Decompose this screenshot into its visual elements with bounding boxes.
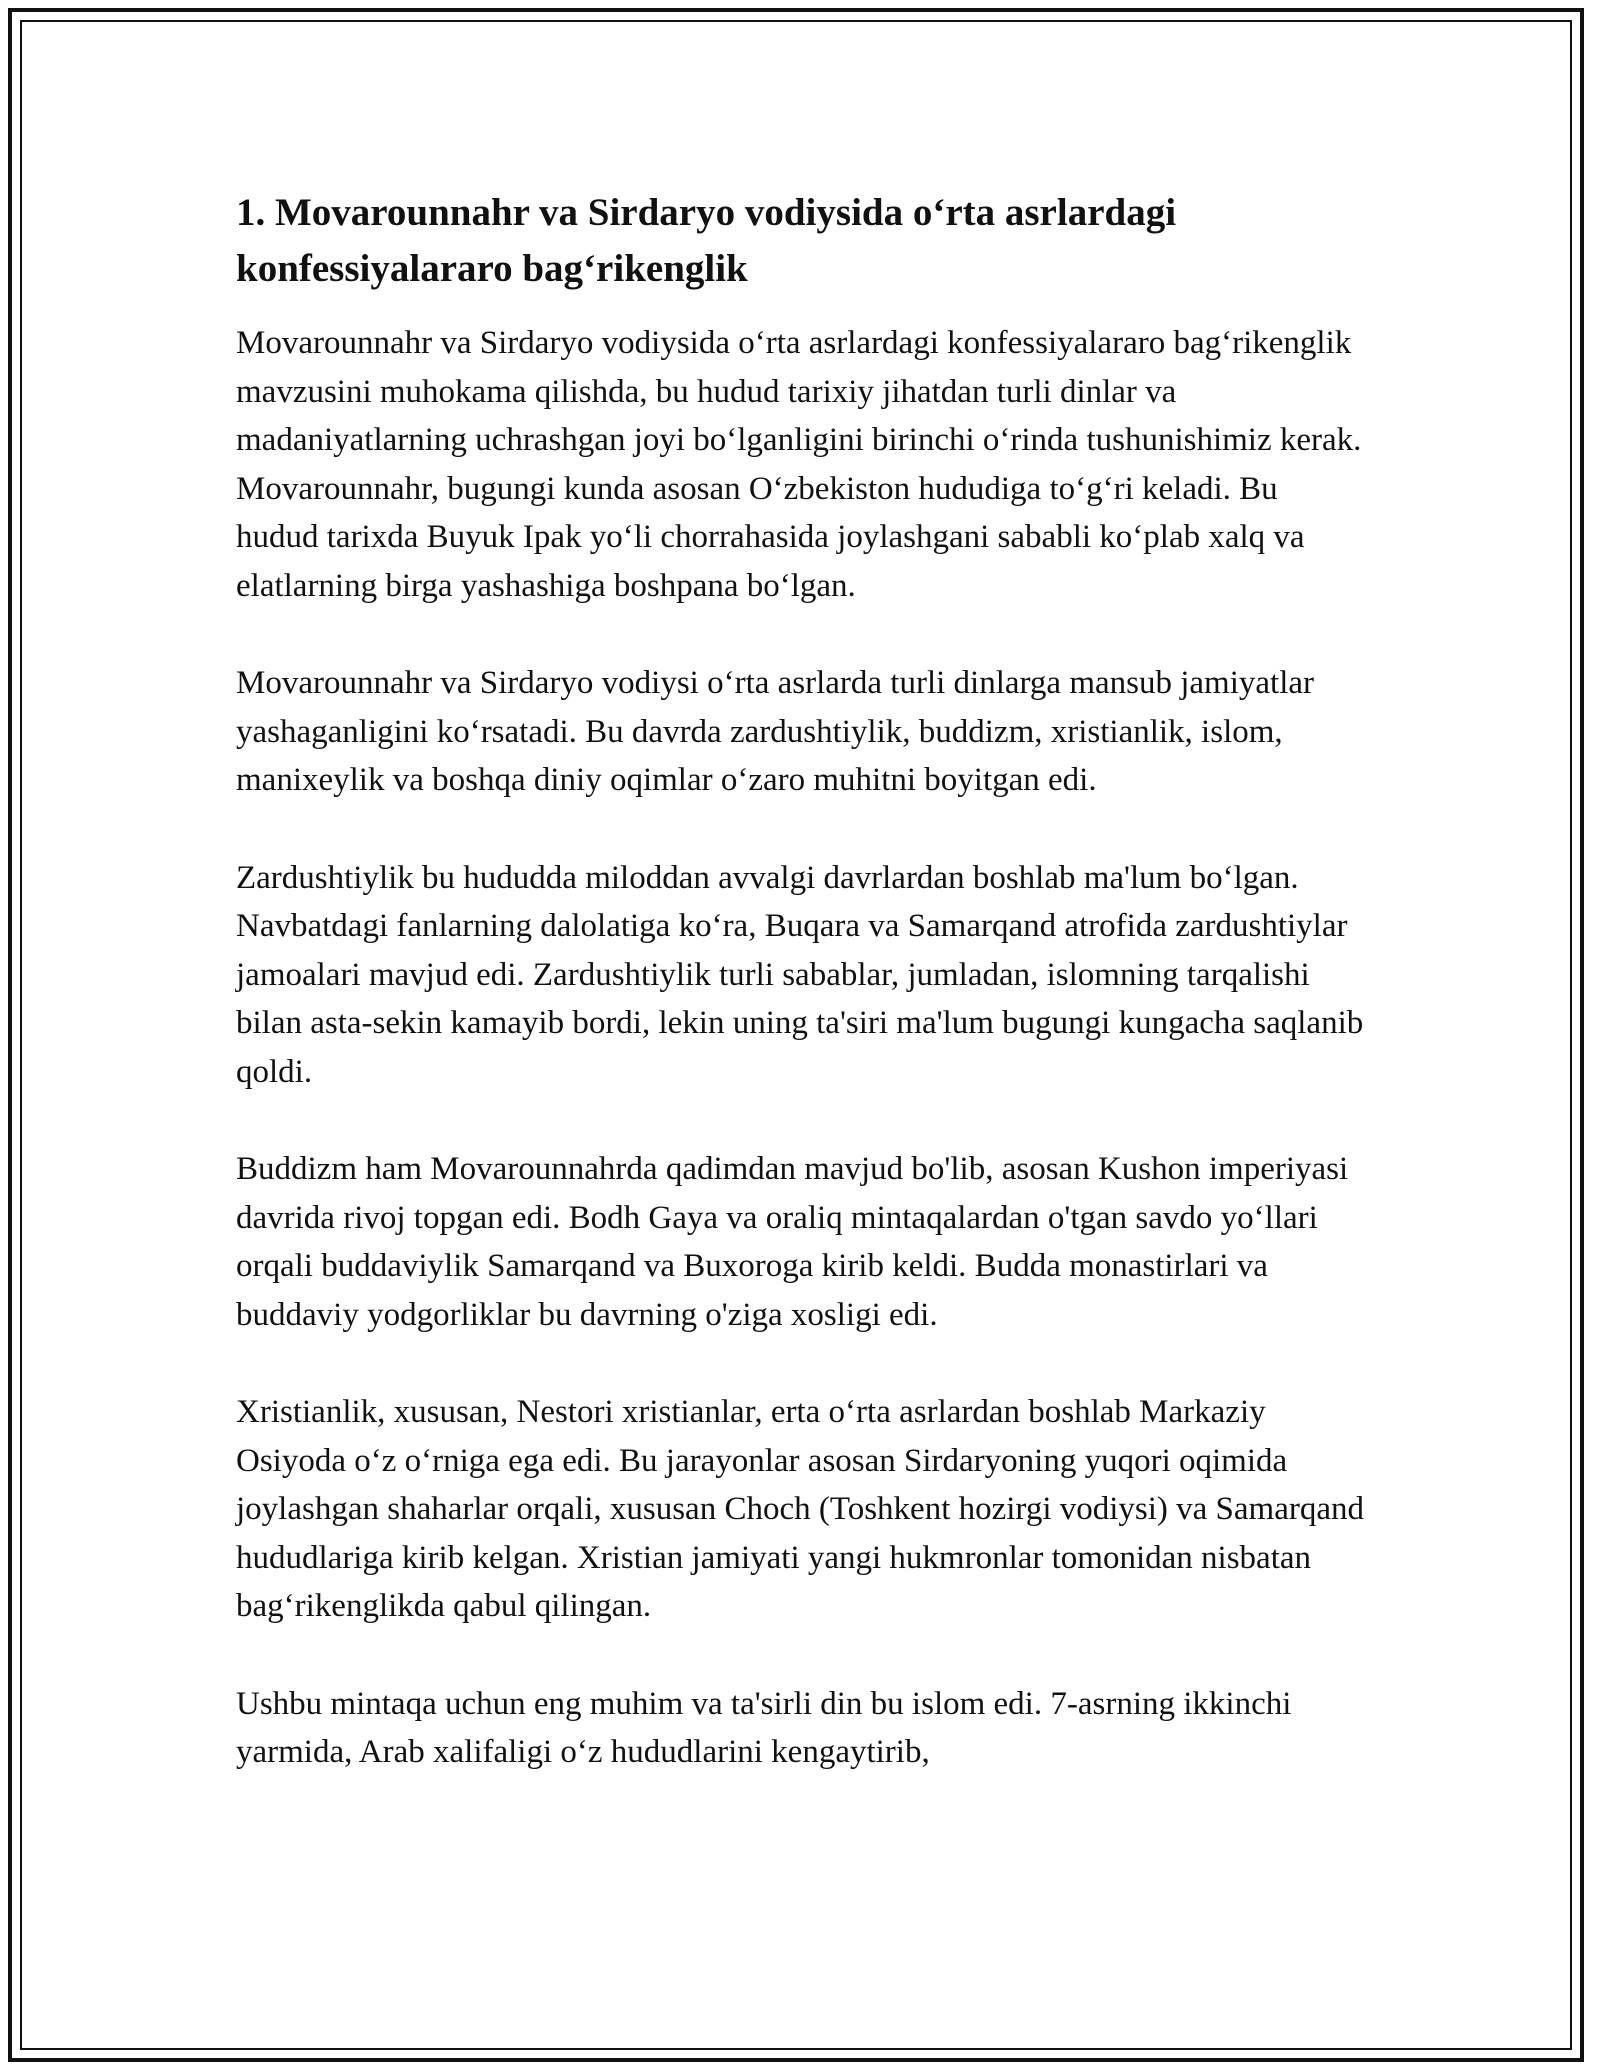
paragraph-christianity: Xristianlik, xususan, Nestori xristianlar, erta o‘rta asrlardan boshlab Markaziy Osiyoda o‘z o‘rniga ega edi. Bu jarayonlar asosan Sirdaryoning yuqori oqimida joylashgan shaharlar orqali, xususan Choch (Toshkent hozirgi vodiysi) va Samarqand hududlariga kirib kelgan. Xristian jamiyati yangi hukmronlar tomonidan nisbatan bag‘rikenglikda qabul qilingan. [236, 1394, 1365, 1624]
section-heading [236, 185, 1366, 297]
paragraph-buddhism: Buddizm ham Movarounnahrda qadimdan mavjud bo'lib, asosan Kushon imperiyasi davrida rivoj topgan edi. Bodh Gaya va oraliq mintaqalardan o'tgan savdo yo‘llari orqali buddaviylik Samarqand va Buxoroga kirib keldi. Budda monastirlari va buddaviy yodgorliklar bu davrning o'ziga xosligi edi. [236, 1151, 1349, 1333]
section-heading-line-2: konfessiyalararo bag‘rikenglik [236, 247, 748, 290]
document-body [236, 185, 1366, 1777]
paragraph-religions-overview: Movarounnahr va Sirdaryo vodiysi o‘rta asrlarda turli dinlarga mansub jamiyatlar yashaganligini ko‘rsatadi. Bu davrda zardushtiylik, buddizm, xristianlik, islom, manixeylik va boshqa diniy oqimlar o‘zaro muhitni boyitgan edi. [236, 665, 1315, 798]
paragraph-intro: Movarounnahr va Sirdaryo vodiysida o‘rta asrlardagi konfessiyalararo bag‘rikenglik mavzusini muhokama qilishda, bu hudud tarixiy jihatdan turli dinlar va madaniyatlarning uchrashgan joyi bo‘lganligini birinchi o‘rinda tushunishimiz kerak. Movarounnahr, bugungi kunda asosan O‘zbekiston hududiga to‘g‘ri keladi. Bu hudud tarixda Buyuk Ipak yo‘li chorrahasida joylashgani sababli ko‘plab xalq va elatlarning birga yashashiga boshpana bo‘lgan. [236, 325, 1362, 604]
paragraph-zoroastrianism: Zardushtiylik bu hududda miloddan avvalgi davrlardan boshlab ma'lum bo‘lgan. Navbatdagi fanlarning dalolatiga ko‘ra, Buqara va Samarqand atrofida zardushtiylar jamoalari mavjud edi. Zardushtiylik turli sabablar, jumladan, islomning tarqalishi bilan asta-sekin kamayib bordi, lekin uning ta'siri ma'lum bugungi kungacha saqlanib qoldi. [236, 859, 1364, 1090]
section-heading-line-1: 1. Movarounnahr va Sirdaryo vodiysida o‘rta asrlardagi [236, 191, 1177, 234]
paragraph-islam: Ushbu mintaqa uchun eng muhim va ta'sirli din bu islom edi. 7-asrning ikkinchi yarmida, Arab xalifaligi o‘z hududlarini kengaytirib, [236, 1685, 1292, 1770]
